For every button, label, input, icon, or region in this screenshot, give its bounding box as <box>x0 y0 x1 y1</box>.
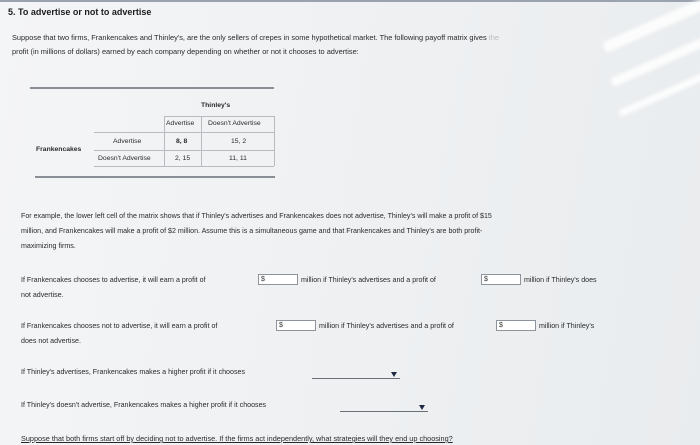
q4-strategy-dropdown[interactable] <box>340 404 428 412</box>
col-divider-left <box>164 116 165 166</box>
top-border <box>0 0 700 2</box>
col-divider-mid <box>201 116 202 166</box>
intro-text: Suppose that two firms, Frankencakes and Thinley's, are the only sellers of crepes in some hypothetical market. The following payoff matrix gives <box>12 33 487 42</box>
col-header-doesnt-advertise: Doesn't Advertise <box>208 120 261 127</box>
q2-text-part1: If Frankencakes chooses not to advertise, it will earn a profit of <box>21 322 218 330</box>
q1-profit-input-2[interactable]: $ <box>481 274 521 285</box>
row-header-advertise: Advertise <box>113 138 142 145</box>
intro-text-line2: profit (in millions of dollars) earned by each company depending on whether or not it chooses to advertise: <box>12 47 359 56</box>
matrix-bottom-rule <box>35 176 275 178</box>
col-divider-right <box>274 116 275 166</box>
row-divider-top <box>94 132 274 133</box>
cell-adv-adv: 8, 8 <box>176 138 188 145</box>
question-title: 5. To advertise or not to advertise <box>8 7 152 17</box>
row-header-doesnt-advertise: Doesn't Advertise <box>98 155 151 162</box>
dropdown-arrow-icon <box>419 405 425 410</box>
q3-text: If Thinley's advertises, Frankencakes makes a higher profit if it chooses <box>21 368 245 376</box>
q2-profit-input-1[interactable]: $ <box>276 320 316 331</box>
q4-text: If Thinley's doesn't advertise, Frankencakes makes a higher profit if it chooses <box>21 401 267 409</box>
intro-paragraph <box>12 31 642 59</box>
q2-text-part3: million if Thinley's <box>539 322 595 330</box>
cell-noadv-adv: 2, 15 <box>175 155 191 162</box>
q2-text-part4: does not advertise. <box>21 337 81 345</box>
q2-text-part2: million if Thinley's advertises and a profit of <box>319 322 454 330</box>
q1-text-part2: million if Thinley's advertises and a profit of <box>301 276 436 284</box>
q2-profit-input-2[interactable]: $ <box>496 320 536 331</box>
q1-text-part1: If Frankencakes chooses to advertise, it will earn a profit of <box>21 276 206 284</box>
q1-text-part4: not advertise. <box>21 291 64 299</box>
row-divider-bottom <box>94 166 274 167</box>
intro-faded-text: the <box>488 33 499 42</box>
example-line2: million, and Frankencakes will make a profit of $2 million. Assume this is a simultaneous game and that Frankencakes and Thinley's are both profit- <box>21 227 483 235</box>
q1-profit-input-1[interactable]: $ <box>258 274 298 285</box>
row-player-label: Frankencakes <box>36 146 82 153</box>
row-divider-mid <box>94 150 274 151</box>
example-paragraph <box>21 209 651 254</box>
header-divider <box>164 116 274 117</box>
q3-strategy-dropdown[interactable] <box>312 371 400 379</box>
column-player-label: Thinley's <box>201 102 231 109</box>
matrix-top-rule <box>30 87 274 89</box>
cell-noadv-noadv: 11, 11 <box>229 155 247 162</box>
q1-text-part3: million if Thinley's does <box>524 276 597 284</box>
cell-adv-noadv: 15, 2 <box>231 138 247 145</box>
dropdown-arrow-icon <box>391 372 397 377</box>
example-line1: For example, the lower left cell of the matrix shows that if Thinley's advertises and Frankencakes does not advertise, Thinley's will make a profit of $15 <box>21 212 492 220</box>
col-header-advertise: Advertise <box>166 120 195 127</box>
example-line3: maximizing firms. <box>21 242 76 250</box>
next-question-text: Suppose that both firms start off by deciding not to advertise. If the firms act independently, what strategies will they end up choosing? <box>21 434 453 443</box>
